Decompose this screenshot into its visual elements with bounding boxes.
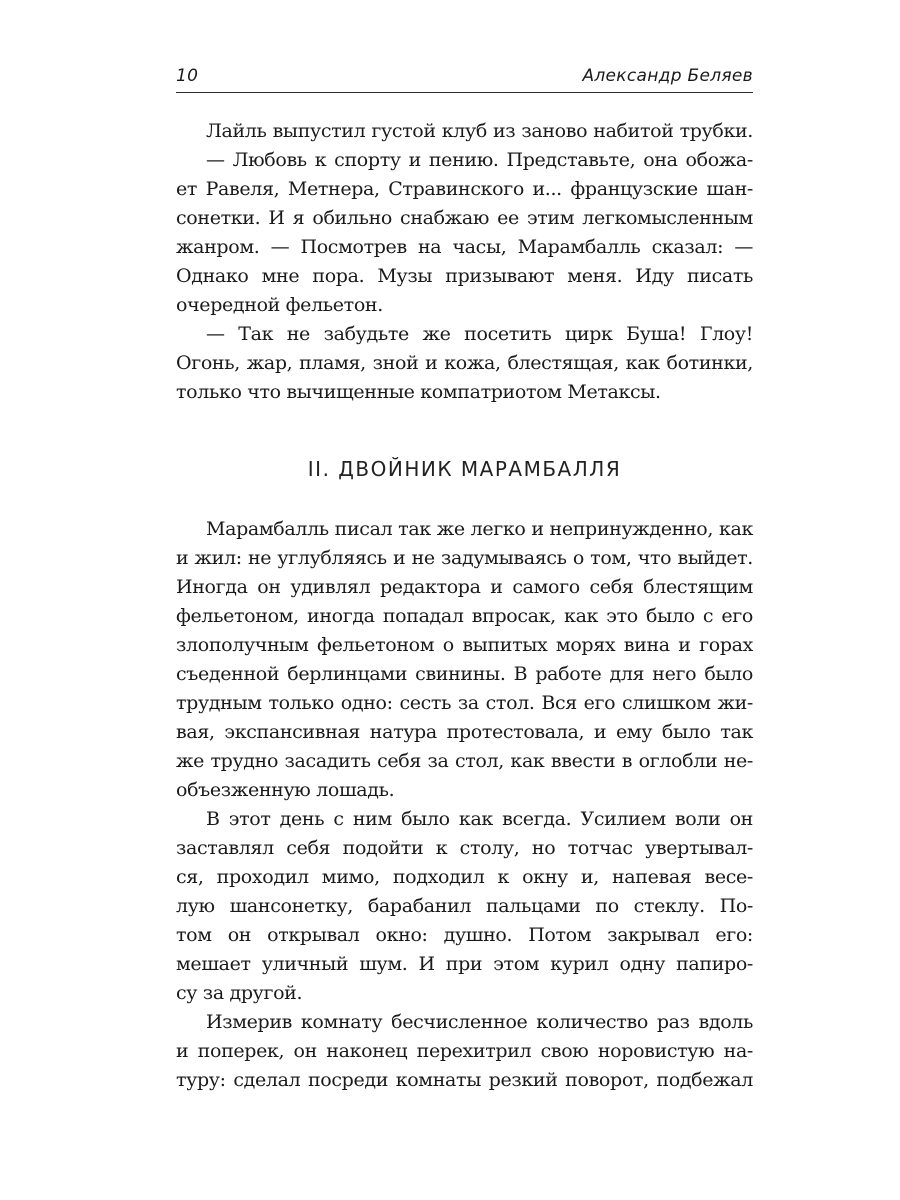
text-line: вая, экспансивная натура протестовала, и ему было так xyxy=(176,721,753,743)
page-number: 10 xyxy=(176,66,199,86)
text-line: Марамбалль писал так же легко и непринужденно, как xyxy=(206,518,753,540)
text-line: — Так не забудьте же посетить цирк Буша! Глоу! xyxy=(206,323,753,345)
text-line: су за другой. xyxy=(176,982,303,1004)
text-line: жанром. — Посмотрев на часы, Марамбалль сказал: — xyxy=(176,236,753,258)
text-line: Лайль выпустил густой клуб из заново набитой трубки. xyxy=(206,120,753,142)
text-line: туру: сделал посреди комнаты резкий поворот, подбежал xyxy=(176,1069,753,1091)
text-line: Иногда он удивлял редактора и самого себя блестящим xyxy=(176,576,753,598)
running-header-author: Александр Беляев xyxy=(582,66,753,86)
text-line: фельетоном, иногда попадал впросак, как это было с его xyxy=(176,605,753,627)
running-header xyxy=(176,66,753,93)
text-line: ся, проходил мимо, подходил к окну и, напевая весе- xyxy=(176,866,753,888)
text-line: ет Равеля, Метнера, Стравинского и... французские шан- xyxy=(176,178,753,200)
text-line: только что вычищенные компатриотом Метаксы. xyxy=(176,381,661,403)
text-line: сонетки. И я обильно снабжаю ее этим легкомысленным xyxy=(176,207,753,229)
text-line: объезженную лошадь. xyxy=(176,779,395,801)
text-line: мешает уличный шум. И при этом курил одну папиро- xyxy=(176,953,753,975)
text-line: и поперек, он наконец перехитрил свою норовистую на- xyxy=(176,1040,753,1062)
text-line: том он открывал окно: душно. Потом закрывал его: xyxy=(176,924,753,946)
text-line: съеденной берлинцами свинины. В работе для него было xyxy=(176,663,753,685)
text-line: Огонь, жар, пламя, зной и кожа, блестящая, как ботинки, xyxy=(176,352,753,374)
text-line: В этот день с ним было как всегда. Усилием воли он xyxy=(206,808,753,830)
book-page xyxy=(176,0,753,1200)
text-line: — Любовь к спорту и пению. Представьте, она обожа- xyxy=(206,149,753,171)
text-line: Измерив комнату бесчисленное количество раз вдоль xyxy=(206,1011,753,1033)
text-line: злополучным фельетоном о выпитых морях вина и горах xyxy=(176,634,753,656)
text-line: очередной фельетон. xyxy=(176,294,383,316)
text-line: же трудно засадить себя за стол, как ввести в оглобли не- xyxy=(176,750,753,772)
text-line: трудным только одно: сесть за стол. Вся его слишком жи- xyxy=(176,692,753,714)
text-line: заставлял себя подойти к столу, но тотчас увертывал- xyxy=(176,837,753,859)
text-line: лую шансонетку, барабанил пальцами по стеклу. По- xyxy=(176,895,753,917)
text-line: Однако мне пора. Музы призывают меня. Иду писать xyxy=(176,265,753,287)
text-line: и жил: не углубляясь и не задумываясь о том, что выйдет. xyxy=(176,547,753,569)
chapter-title: II. ДВОЙНИК МАРАМБАЛЛЯ xyxy=(307,457,622,481)
